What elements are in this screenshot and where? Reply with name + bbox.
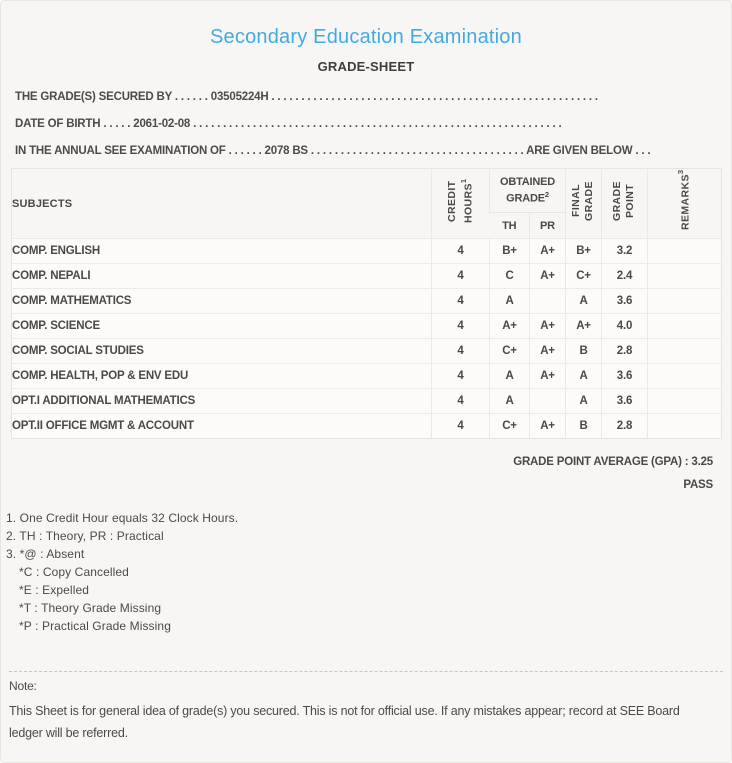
theory-grade-cell: A: [490, 289, 530, 314]
grade-point-cell: 3.6: [602, 289, 648, 314]
grade-point-cell: 2.4: [602, 264, 648, 289]
grade-point-cell: 2.8: [602, 414, 648, 439]
final-grade-cell: B+: [566, 239, 602, 264]
info-line-date-of-birth: DATE OF BIRTH . . . . . 2061-02-08 . . . . . . . . . . . . . . . . . . . . . . . . . . . . . . . . . . . . . . . . . . . . . . . . . . . . . . . . . . . . . .: [15, 118, 562, 130]
practical-grade-cell: A+: [530, 314, 566, 339]
credit-cell: 4: [432, 289, 490, 314]
practical-subheader: PR: [530, 213, 566, 239]
credit-cell: 4: [432, 364, 490, 389]
remarks-cell: [648, 289, 722, 314]
remarks-cell: [648, 364, 722, 389]
info-line-secured-by: THE GRADE(S) SECURED BY . . . . . . 03505224H . . . . . . . . . . . . . . . . . . . . . . . . . . . . . . . . . . . . . . . . . . . . . . . . . . . . . . .: [15, 91, 598, 103]
remarks-cell: [648, 414, 722, 439]
final-grade-cell: A: [566, 364, 602, 389]
grade-point-header: GRADE POINT: [602, 169, 648, 239]
subject-cell: OPT.I ADDITIONAL MATHEMATICS: [12, 389, 432, 414]
credit-cell: 4: [432, 264, 490, 289]
footnote-ref-3: 3: [676, 169, 686, 175]
footnote-practical-missing: *P : Practical Grade Missing: [19, 619, 171, 633]
subject-cell: COMP. MATHEMATICS: [12, 289, 432, 314]
page-title: Secondary Education Examination: [210, 26, 522, 48]
remarks-cell: [648, 339, 722, 364]
credit-cell: 4: [432, 314, 490, 339]
footnote-ref-1: 1: [458, 178, 468, 184]
result-summary: [1, 451, 713, 497]
footnote-credit-hours: 1. One Credit Hour equals 32 Clock Hours.: [6, 511, 239, 525]
remarks-cell: [648, 239, 722, 264]
grade-point-cell: 2.8: [602, 339, 648, 364]
final-grade-cell: A+: [566, 314, 602, 339]
theory-grade-cell: B+: [490, 239, 530, 264]
remarks-cell: [648, 264, 722, 289]
grade-point-cell: 3.2: [602, 239, 648, 264]
practical-grade-cell: A+: [530, 339, 566, 364]
credit-cell: 4: [432, 389, 490, 414]
final-grade-cell: B: [566, 339, 602, 364]
info-line-examination-of: IN THE ANNUAL SEE EXAMINATION OF . . . . . . 2078 BS . . . . . . . . . . . . . . . . . . . . . . . . . . . . . . . . . . . . ARE GIVEN BELOW . . .: [15, 145, 651, 157]
theory-grade-cell: C+: [490, 339, 530, 364]
footnotes: [6, 509, 731, 635]
grade-point-cell: 4.0: [602, 314, 648, 339]
obtained-grade-header: OBTAINED GRADE$^2$: [490, 169, 566, 213]
table-row: [12, 314, 722, 339]
practical-grade-cell: A+: [530, 264, 566, 289]
footnote-ref-2: 2: [544, 189, 549, 199]
note-label: Note:: [9, 679, 37, 693]
footnote-theory-missing: *T : Theory Grade Missing: [19, 601, 162, 615]
gpa-label: GRADE POINT AVERAGE (GPA) :: [513, 456, 689, 468]
remarks-cell: [648, 314, 722, 339]
note-section: [9, 671, 723, 744]
theory-grade-cell: C+: [490, 414, 530, 439]
credit-hours-header: CREDIT HOURS$^1$: [432, 169, 490, 239]
table-row: [12, 414, 722, 439]
table-row: [12, 389, 722, 414]
final-grade-cell: C+: [566, 264, 602, 289]
table-row: [12, 364, 722, 389]
footnote-absent: 3. *@ : Absent: [6, 547, 85, 561]
table-row: [12, 339, 722, 364]
grades-table-header: [12, 169, 722, 239]
remarks-header: REMARKS$^3$: [648, 169, 722, 239]
grades-table: [11, 168, 722, 439]
note-text: This Sheet is for general idea of grade(s) you secured. This is not for official use. If any mistakes appear; record at SEE Board ledger will be referred.: [9, 704, 680, 740]
gpa-value: 3.25: [691, 456, 713, 468]
final-grade-header: FINAL GRADE: [566, 169, 602, 239]
credit-cell: 4: [432, 414, 490, 439]
practical-grade-cell: A+: [530, 239, 566, 264]
remarks-cell: [648, 389, 722, 414]
practical-grade-cell: A+: [530, 364, 566, 389]
subject-cell: OPT.II OFFICE MGMT & ACCOUNT: [12, 414, 432, 439]
table-row: [12, 264, 722, 289]
footnote-th-pr: 2. TH : Theory, PR : Practical: [6, 529, 164, 543]
final-grade-cell: A: [566, 289, 602, 314]
page-subtitle: GRADE-SHEET: [317, 59, 415, 74]
grade-point-cell: 3.6: [602, 389, 648, 414]
theory-grade-cell: A: [490, 364, 530, 389]
practical-grade-cell: [530, 289, 566, 314]
table-row: [12, 239, 722, 264]
subject-cell: COMP. NEPALI: [12, 264, 432, 289]
subject-cell: COMP. HEALTH, POP & ENV EDU: [12, 364, 432, 389]
subject-cell: COMP. SCIENCE: [12, 314, 432, 339]
footnote-copy-cancelled: *C : Copy Cancelled: [19, 565, 129, 579]
grade-point-cell: 3.6: [602, 364, 648, 389]
practical-grade-cell: [530, 389, 566, 414]
theory-grade-cell: A: [490, 389, 530, 414]
subject-cell: COMP. ENGLISH: [12, 239, 432, 264]
subject-cell: COMP. SOCIAL STUDIES: [12, 339, 432, 364]
footnote-expelled: *E : Expelled: [19, 583, 90, 597]
gpa-line: [1, 451, 713, 474]
table-row: [12, 289, 722, 314]
final-grade-cell: B: [566, 414, 602, 439]
result-status: PASS: [683, 479, 713, 491]
theory-grade-cell: C: [490, 264, 530, 289]
credit-cell: 4: [432, 239, 490, 264]
final-grade-cell: A: [566, 389, 602, 414]
theory-subheader: TH: [502, 219, 517, 232]
subjects-header: SUBJECTS: [12, 197, 73, 210]
candidate-info: [15, 84, 723, 165]
theory-grade-cell: A+: [490, 314, 530, 339]
credit-cell: 4: [432, 339, 490, 364]
practical-grade-cell: A+: [530, 414, 566, 439]
